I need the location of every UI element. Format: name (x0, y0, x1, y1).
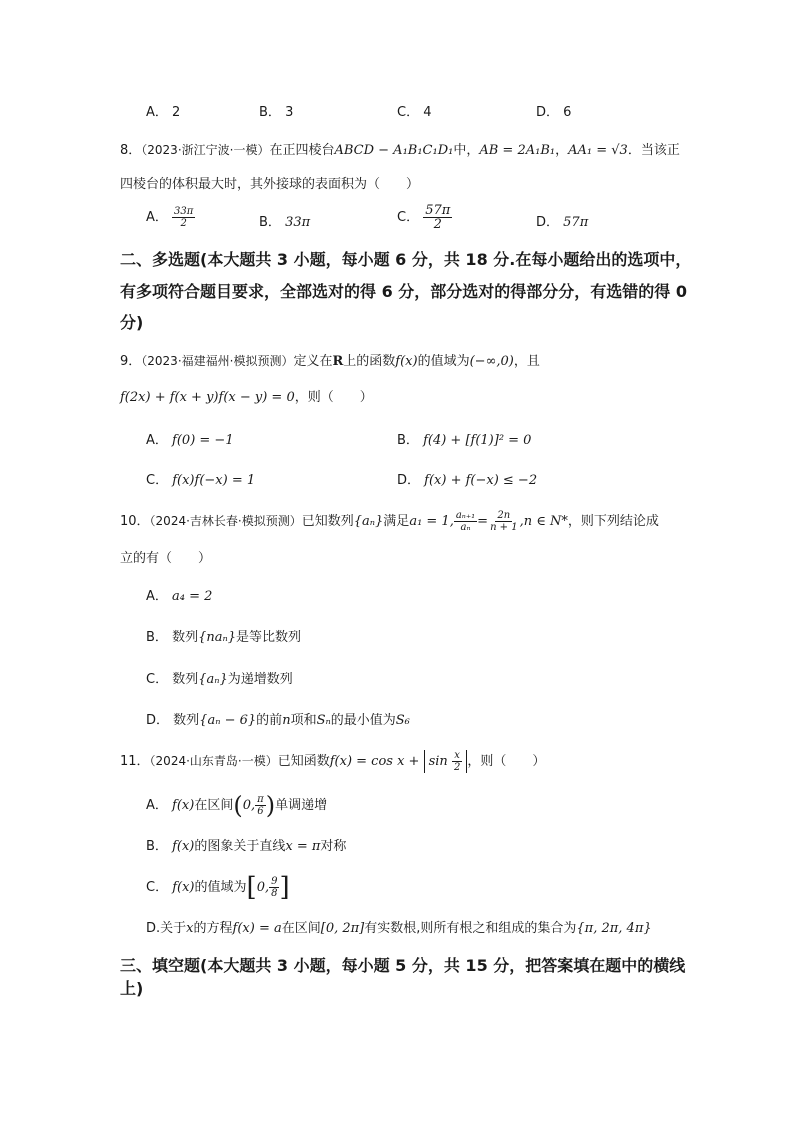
q8-option-d: D． 57π (536, 215, 589, 230)
q8-option-b: B． 33π (259, 215, 311, 230)
q9-line-1: 9．（2023·福建福州·模拟预测）定义在R上的函数f(x)的值域为(−∞,0)，且 (120, 354, 540, 369)
q11-option-b: B． f(x)的图象关于直线x = π对称 (146, 839, 347, 854)
q9-option-a: A． f(0) = −1 (146, 433, 234, 448)
q10-option-d: D． 数列{aₙ − 6}的前n项和Sₙ的最小值为S₆ (146, 713, 410, 728)
q8-line-2: 四棱台的体积最大时，其外接球的表面积为（ ） (120, 177, 420, 192)
q11-option-d: D.关于x的方程f(x) = a在区间[0, 2π]有实数根,则所有根之和组成的集合为{π, 2π, 4π} (146, 921, 652, 936)
q8-source: （2023·浙江宁波·一模） (141, 143, 270, 157)
q9-option-c: C． f(x)f(−x) = 1 (146, 473, 256, 488)
q10-line-2: 立的有（ ） (120, 551, 212, 566)
q7-option-a: A． 2 (146, 105, 181, 120)
q11-line-1: 11．（2024·山东青岛·一模）已知函数f(x) = cos x + sin $\frac{x}{2}$ ，则（ ） (120, 750, 546, 773)
q11-abs-value: sin $\frac{x}{2}$ (424, 750, 468, 773)
q8-number: 8． (120, 143, 142, 158)
q11-option-a: A． f(x)在区间(0, $\frac{\pi}{6}$ )单调递增 (146, 791, 328, 820)
q8-option-c: C． $\frac{57\pi}{2}$ (397, 203, 451, 232)
q7-option-c: C． 4 (397, 105, 432, 120)
q10-option-a: A． a₄ = 2 (146, 589, 213, 604)
q8-line-1: 8．（2023·浙江宁波·一模）在正四棱台ABCD − A₁B₁C₁D₁中，AB = 2A₁B₁，AA₁ = √3．当该正 (120, 143, 680, 158)
q7-option-d: D． 6 (536, 105, 572, 120)
q10-line-1: 10．（2024·吉林长春·模拟预测）已知数列{aₙ}满足a₁ = 1, $\frac{\text{aₙ₊₁}}{\text{aₙ}}$ = $\frac{2n}{n + 1}$ ,n ∈ N*，则下列结论成 (120, 510, 659, 533)
q7-option-b: B． 3 (259, 105, 294, 120)
q9-option-b: B． f(4) + [f(1)]² = 0 (397, 433, 532, 448)
q8-option-a: A． $\frac{33\pi}{2}$ (146, 206, 194, 229)
q10-option-b: B． 数列{naₙ}是等比数列 (146, 630, 302, 645)
q9-line-2: f(2x) + f(x + y)f(x − y) = 0，则（ ） (120, 390, 373, 405)
q11-option-c: C． f(x)的值域为[0, $\frac{9}{8}$ ] (146, 872, 290, 903)
q9-option-d: D． f(x) + f(−x) ≤ −2 (397, 473, 538, 488)
q10-option-c: C． 数列{aₙ}为递增数列 (146, 672, 293, 687)
